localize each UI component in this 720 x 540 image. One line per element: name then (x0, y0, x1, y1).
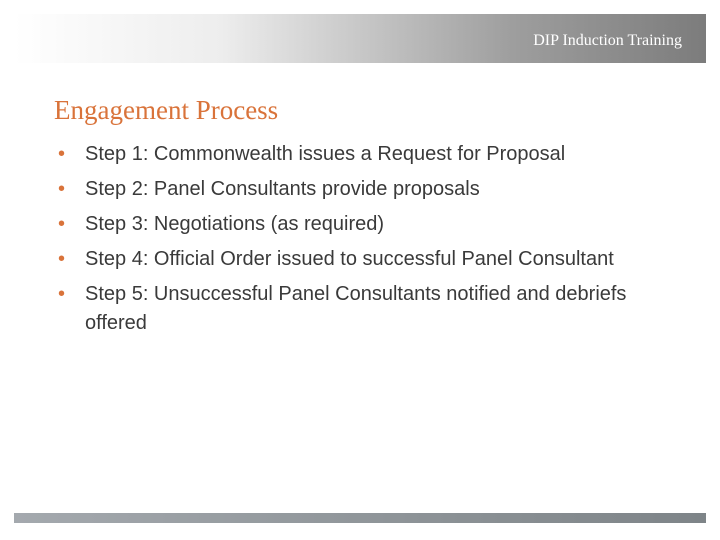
bullet-item-step-2 (58, 175, 658, 204)
bullet-icon: • (58, 283, 66, 305)
bullet-item-step-4 (58, 245, 658, 274)
slide-title: Engagement Process (54, 95, 279, 125)
header-bar (14, 14, 706, 63)
bullet-icon: • (58, 143, 66, 165)
bullet-text: Step 1: Commonwealth issues a Request for Proposal (85, 143, 566, 165)
bullet-text: Step 3: Negotiations (as required) (85, 213, 385, 235)
bullet-icon: • (58, 213, 66, 235)
bullet-text: Step 4: Official Order issued to successful Panel Consultant (85, 248, 614, 270)
bullet-item-step-1 (58, 140, 658, 169)
bullet-icon: • (58, 178, 66, 200)
header-title: DIP Induction Training (533, 32, 682, 49)
bullet-text: Step 2: Panel Consultants provide proposals (85, 178, 480, 200)
bullet-item-step-3 (58, 210, 658, 239)
bullet-list (58, 140, 658, 344)
bullet-text: Step 5: Unsuccessful Panel Consultants notified and debriefs offered (85, 283, 627, 334)
bullet-icon: • (58, 248, 66, 270)
bullet-item-step-5 (58, 280, 658, 338)
footer-bar (14, 513, 706, 523)
